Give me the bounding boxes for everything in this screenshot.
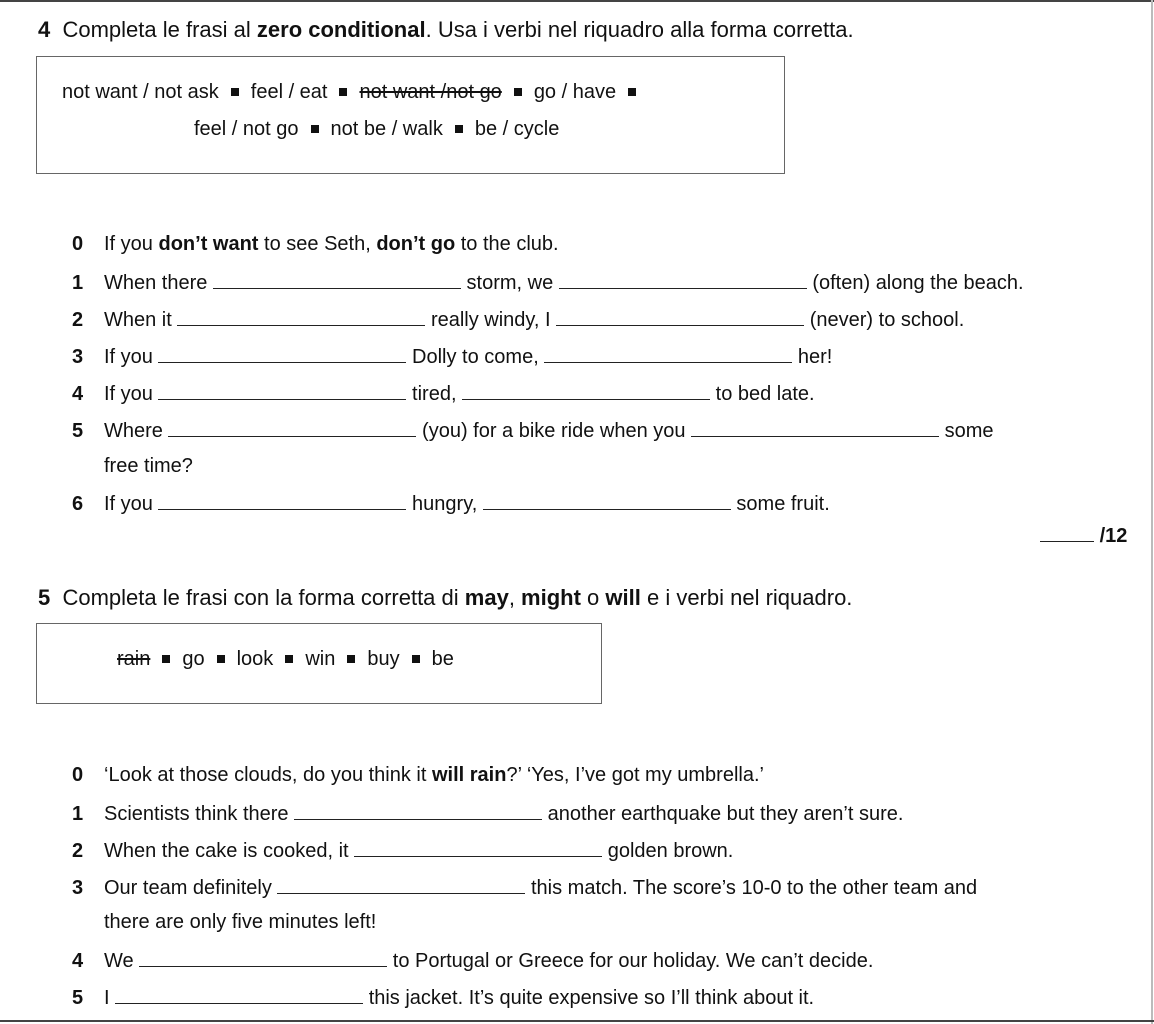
sentence-text: ?’ ‘Yes, I’ve got my umbrella.’ [506, 764, 764, 786]
square-bullet-icon [217, 655, 225, 663]
answer-blank[interactable] [139, 948, 387, 967]
sentence-text: really windy, I [430, 309, 551, 331]
answer-blank[interactable] [462, 381, 710, 400]
square-bullet-icon [514, 88, 522, 96]
sentence-number: 5 [72, 987, 84, 1009]
answer-blank[interactable] [115, 985, 363, 1004]
sentence-text: If you [104, 493, 153, 515]
sentence-text: to see Seth, [258, 233, 377, 255]
sentence-2 [72, 838, 733, 863]
sentence-number: 2 [72, 840, 84, 862]
verb-option: buy [367, 648, 400, 670]
score-total: /12 [1099, 525, 1128, 547]
sentence-text: another earthquake but they aren’t sure. [547, 803, 904, 825]
answer-blank[interactable] [213, 270, 461, 289]
sentence-text: If you [104, 346, 153, 368]
verb-option: feel / eat [250, 81, 328, 103]
title-text: e i verbi nel riquadro. [640, 585, 853, 610]
sentence-text: storm, we [466, 272, 554, 294]
sentence-3 [72, 875, 977, 900]
square-bullet-icon [311, 125, 319, 133]
verb-option: look [236, 648, 274, 670]
sentence-text: Where [104, 420, 163, 442]
sentence-text: When it [104, 309, 172, 331]
sentence-text: When the cake is cooked, it [104, 840, 349, 862]
verb-option: feel / not go [194, 118, 299, 140]
bottom-border [0, 1020, 1154, 1022]
answer-blank[interactable] [158, 381, 406, 400]
answer-blank[interactable] [158, 344, 406, 363]
verb-option: win [305, 648, 336, 670]
title-bold: zero conditional [256, 17, 426, 42]
verb-option-used: rain [117, 648, 151, 670]
sentence-text: If you [104, 233, 159, 255]
sentence-4 [72, 381, 815, 406]
answer-blank[interactable] [556, 307, 804, 326]
square-bullet-icon [285, 655, 293, 663]
sentence-text: free time? [104, 455, 193, 477]
sentence-text: some [944, 420, 994, 442]
sentence-text: Dolly to come, [412, 346, 539, 368]
sentence-5 [72, 985, 814, 1010]
sentence-text: tired, [412, 383, 457, 405]
sentence-0 [72, 764, 764, 787]
verb-option: not want / not ask [62, 81, 219, 103]
sentence-number: 2 [72, 309, 84, 331]
score-box [1040, 525, 1127, 548]
title-bold: might [521, 585, 581, 610]
sentence-text: When there [104, 272, 208, 294]
sentence-text: golden brown. [607, 840, 734, 862]
sentence-5 [72, 418, 994, 443]
answer-blank[interactable] [691, 418, 939, 437]
verb-box-5-row [117, 648, 454, 671]
example-answer: don’t want [158, 233, 259, 255]
sentence-text: to bed late. [715, 383, 815, 405]
verb-option-used: not want /not go [359, 81, 502, 103]
example-answer: will rain [431, 764, 507, 786]
sentence-text: hungry, [412, 493, 478, 515]
answer-blank[interactable] [158, 491, 406, 510]
sentence-2 [72, 307, 964, 332]
sentence-0 [72, 233, 559, 256]
answer-blank[interactable] [354, 838, 602, 857]
sentence-text: some fruit. [736, 493, 830, 515]
sentence-3-continued [104, 911, 376, 934]
exercise-number: 4 [38, 17, 51, 42]
verb-box-row-1 [62, 81, 648, 104]
exercise-4-title [38, 17, 854, 43]
score-blank[interactable] [1040, 525, 1094, 542]
square-bullet-icon [628, 88, 636, 96]
answer-blank[interactable] [277, 875, 525, 894]
verb-box-4 [36, 56, 785, 174]
sentence-number: 1 [72, 272, 84, 294]
sentence-number: 6 [72, 493, 84, 515]
sentence-number: 0 [72, 764, 84, 786]
verb-option: be [431, 648, 454, 670]
sentence-text: to the club. [455, 233, 559, 255]
answer-blank[interactable] [294, 801, 542, 820]
sentence-3 [72, 344, 832, 369]
right-border [1151, 0, 1153, 1024]
sentence-text: (never) to school. [809, 309, 965, 331]
verb-option: go [182, 648, 205, 670]
sentence-text: her! [797, 346, 833, 368]
square-bullet-icon [162, 655, 170, 663]
exercise-5-title [38, 585, 852, 611]
sentence-text: I [104, 987, 110, 1009]
title-text: , [508, 585, 522, 610]
sentence-5-continued [104, 455, 193, 478]
square-bullet-icon [339, 88, 347, 96]
sentence-text: this jacket. It’s quite expensive so I’ll think about it. [368, 987, 815, 1009]
answer-blank[interactable] [177, 307, 425, 326]
exercise-number: 5 [38, 585, 51, 610]
title-text: Completa le frasi al [62, 17, 257, 42]
title-text: . Usa i verbi nel riquadro alla forma corretta. [425, 17, 854, 42]
top-border [0, 0, 1154, 2]
sentence-text: Our team definitely [104, 877, 272, 899]
verb-box-row-2 [194, 118, 559, 141]
square-bullet-icon [347, 655, 355, 663]
sentence-number: 0 [72, 233, 84, 255]
sentence-text: If you [104, 383, 153, 405]
sentence-text: Scientists think there [104, 803, 289, 825]
sentence-6 [72, 491, 830, 516]
title-bold: will [605, 585, 641, 610]
sentence-number: 5 [72, 420, 84, 442]
answer-blank[interactable] [544, 344, 792, 363]
verb-option: go / have [533, 81, 617, 103]
sentence-text: to Portugal or Greece for our holiday. We can’t decide. [392, 950, 874, 972]
sentence-number: 3 [72, 877, 84, 899]
sentence-text: this match. The score’s 10-0 to the other team and [530, 877, 978, 899]
sentence-1 [72, 270, 1024, 295]
sentence-number: 4 [72, 950, 84, 972]
sentence-1 [72, 801, 903, 826]
verb-option: not be / walk [330, 118, 443, 140]
title-text: Completa le frasi con la forma corretta di [62, 585, 465, 610]
answer-blank[interactable] [168, 418, 416, 437]
answer-blank[interactable] [559, 270, 807, 289]
sentence-4 [72, 948, 873, 973]
square-bullet-icon [412, 655, 420, 663]
square-bullet-icon [455, 125, 463, 133]
sentence-number: 3 [72, 346, 84, 368]
title-text: o [580, 585, 606, 610]
example-answer: don’t go [376, 233, 456, 255]
verb-option: be / cycle [474, 118, 560, 140]
answer-blank[interactable] [483, 491, 731, 510]
sentence-text: We [104, 950, 134, 972]
sentence-text: ‘Look at those clouds, do you think it [104, 764, 432, 786]
title-bold: may [464, 585, 509, 610]
sentence-number: 4 [72, 383, 84, 405]
sentence-text: there are only five minutes left! [104, 911, 377, 933]
square-bullet-icon [231, 88, 239, 96]
sentence-number: 1 [72, 803, 84, 825]
sentence-text: (you) for a bike ride when you [422, 420, 686, 442]
sentence-text: (often) along the beach. [812, 272, 1024, 294]
